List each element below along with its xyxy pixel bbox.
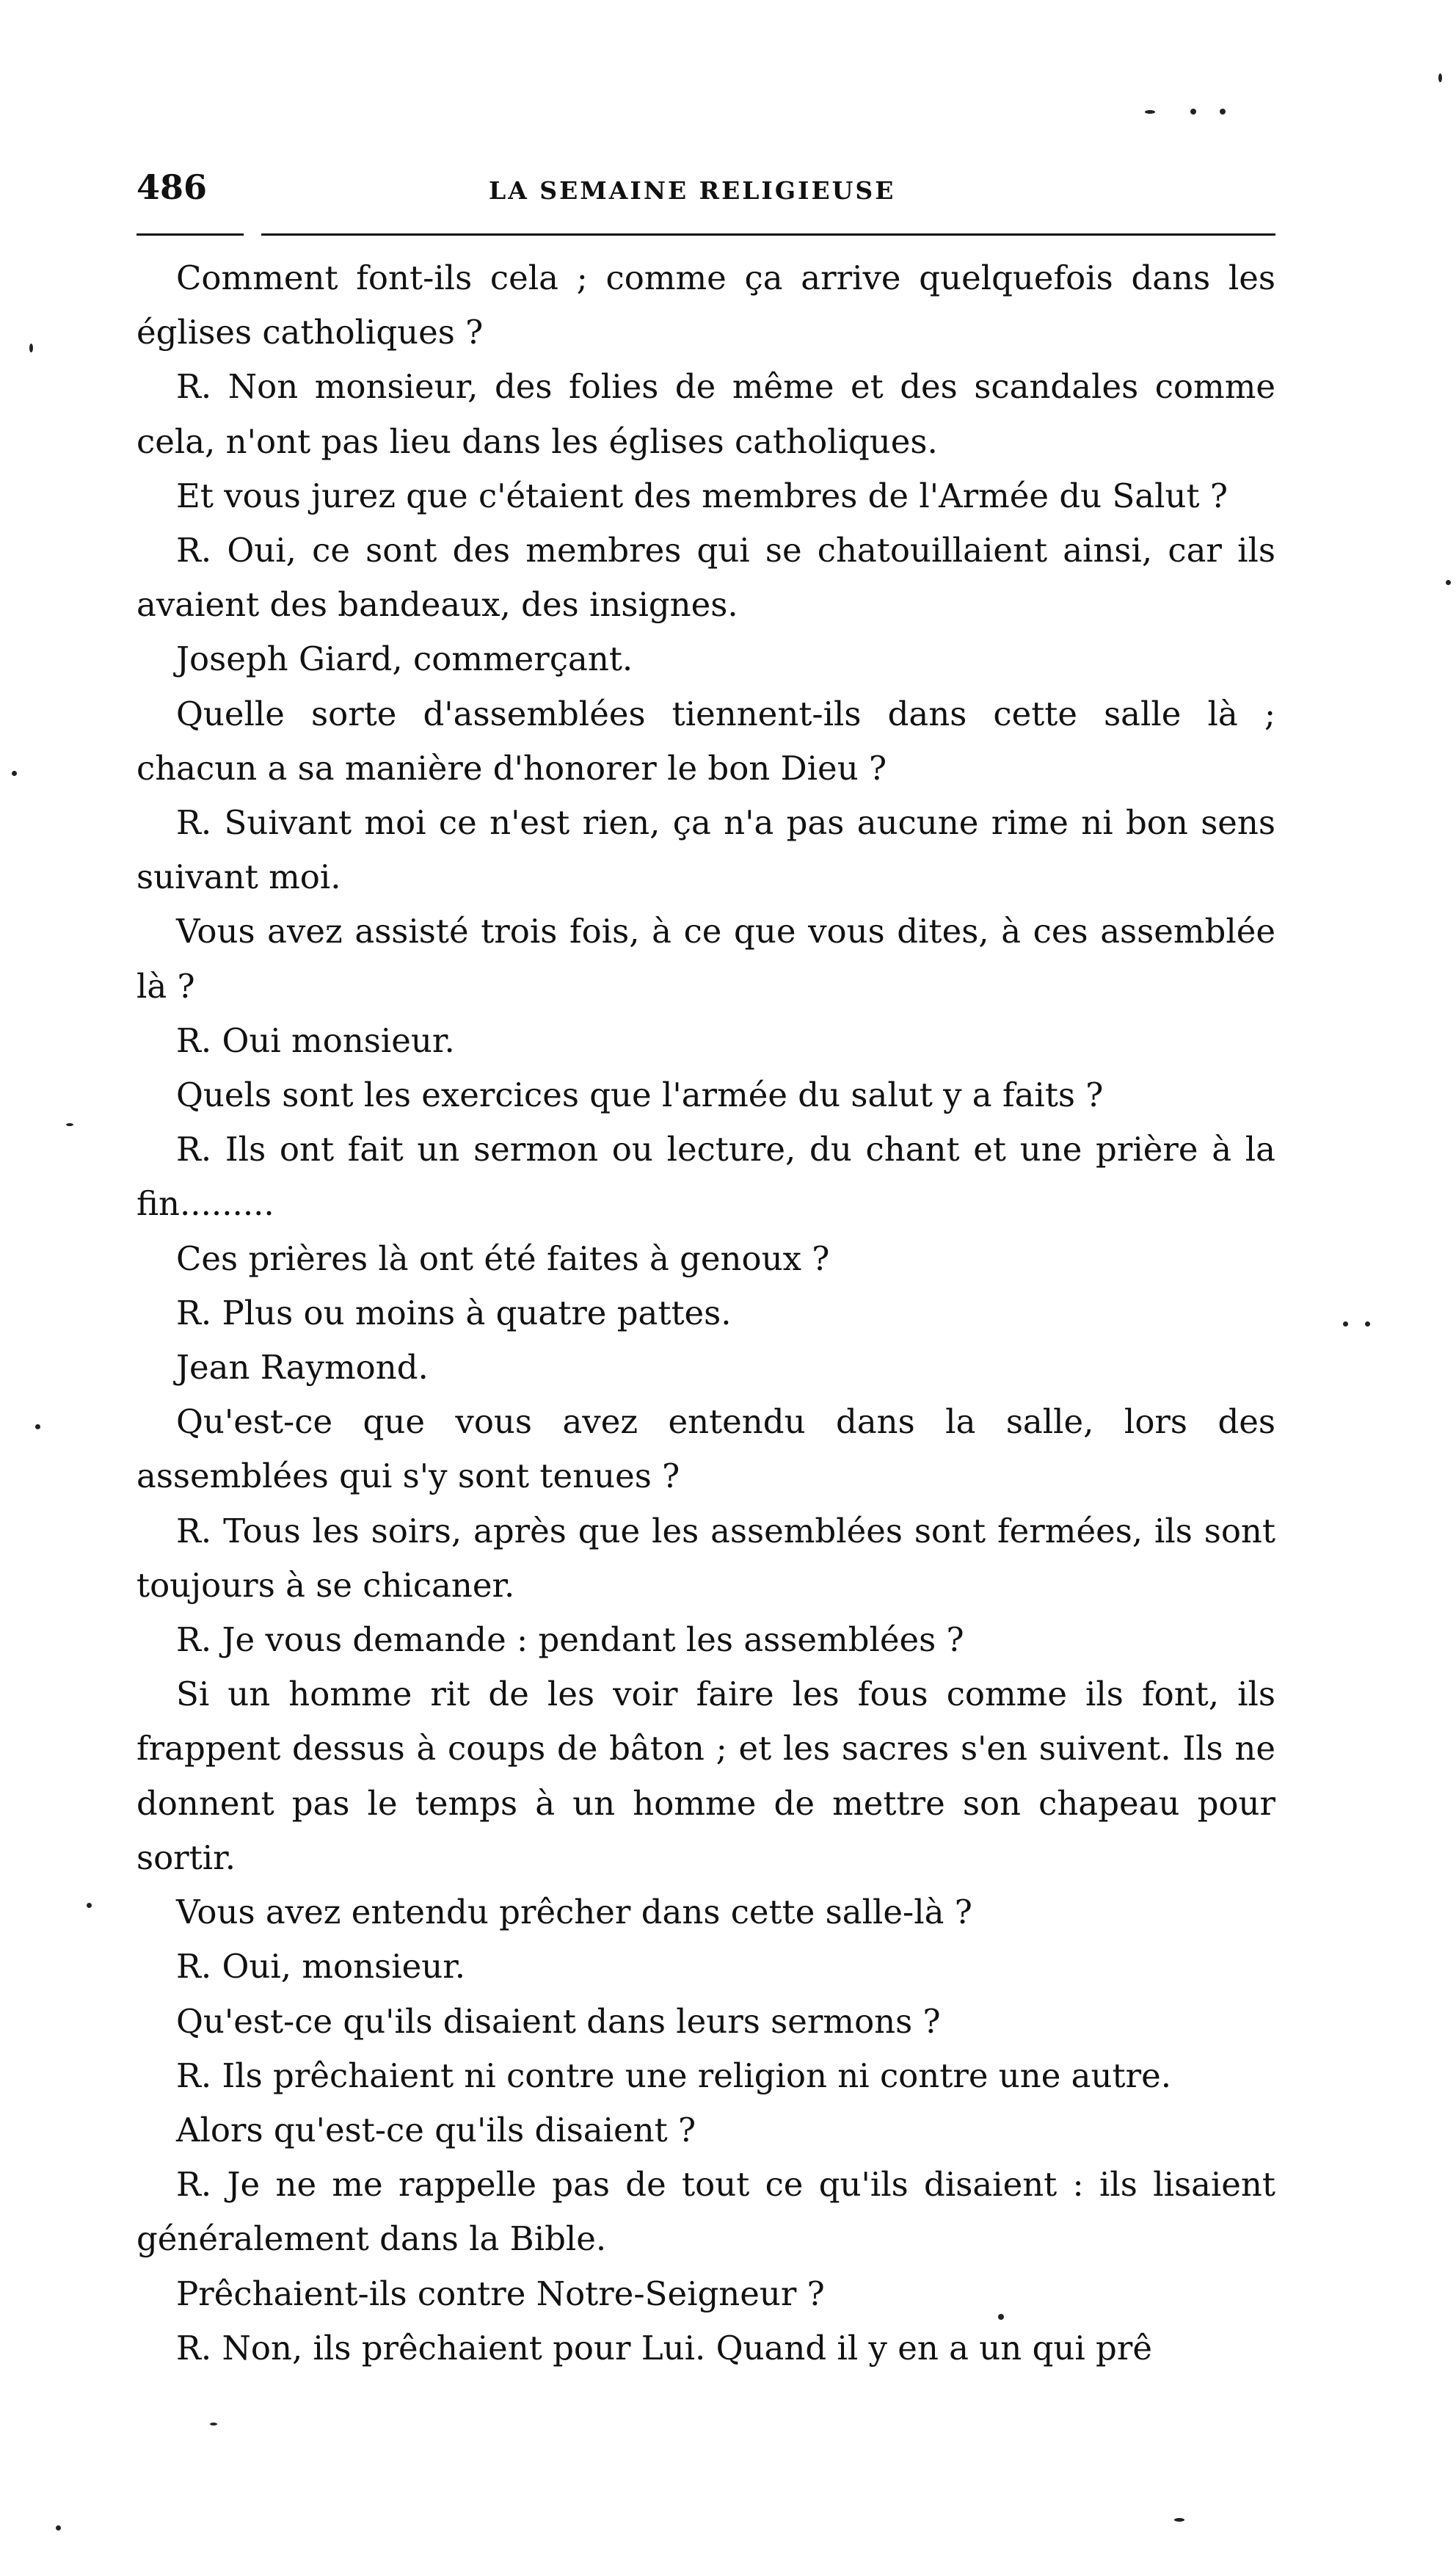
scan-speck [87, 1903, 92, 1908]
header-rule-right [261, 233, 1275, 236]
scan-speck [66, 1123, 73, 1126]
paragraph: R. Suivant moi ce n'est rien, ça n'a pas aucune rime ni bon sens suivant moi. [136, 803, 1275, 897]
paragraph: Si un homme rit de les voir faire les fous comme ils font, ils frappent dessus à coups de bâton ; et les sacres s'en suivent. Ils ne donnent pas le temps à un homme de mettre son chapeau pour sortir. [136, 1675, 1275, 1877]
paragraph: R. Non, ils prêchaient pour Lui. Quand il y en a un qui prê [176, 2328, 1153, 2368]
scan-speck [35, 1424, 40, 1429]
scan-speck [1145, 110, 1155, 114]
paragraph: R. Oui, monsieur. [176, 1947, 466, 1987]
paragraph: Alors qu'est-ce qu'ils disaient ? [176, 2110, 696, 2149]
scan-speck [1365, 1321, 1370, 1327]
scan-speck [1174, 2518, 1184, 2522]
paragraph: Quels sont les exercices que l'armée du salut y a faits ? [176, 1075, 1104, 1115]
paragraph: R. Ils ont fait un sermon ou lecture, du chant et une prière à la fin......... [136, 1130, 1275, 1224]
paragraph: R. Plus ou moins à quatre pattes. [176, 1293, 732, 1332]
paragraph: Prêchaient-ils contre Notre-Seigneur ? [176, 2274, 825, 2313]
paragraph: R. Je vous demande : pendant les assemblées ? [176, 1620, 964, 1660]
paragraph: Jean Raymond. [176, 1348, 429, 1387]
scan-speck [1220, 109, 1226, 115]
scan-speck [1343, 1321, 1348, 1327]
scan-speck [1190, 109, 1196, 115]
paragraph: R. Ils prêchaient ni contre une religion ni contre une autre. [176, 2056, 1172, 2095]
paragraph: Vous avez entendu prêcher dans cette salle-là ? [176, 1893, 972, 1932]
paragraph: Comment font-ils cela ; comme ça arrive quelquefois dans les églises catholiques ? [136, 258, 1275, 352]
paragraph: R. Oui monsieur. [176, 1020, 455, 1060]
body-text [136, 251, 1275, 2376]
paragraph: Qu'est-ce que vous avez entendu dans la salle, lors des assemblées qui s'y sont tenues ? [136, 1402, 1275, 1496]
page-number: 486 [136, 167, 208, 207]
scan-speck [1446, 580, 1451, 585]
scan-speck [29, 344, 33, 352]
scan-speck [12, 771, 17, 776]
paragraph: R. Tous les soirs, après que les assemblées sont fermées, ils sont toujours à se chicaner. [136, 1511, 1275, 1605]
paragraph: Qu'est-ce qu'ils disaient dans leurs sermons ? [176, 2001, 941, 2041]
scan-speck [210, 2423, 217, 2426]
paragraph: R. Oui, ce sont des membres qui se chatouillaient ainsi, car ils avaient des bandeaux, des insignes. [136, 531, 1275, 625]
paragraph: Vous avez assisté trois fois, à ce que vous dites, à ces assemblée là ? [136, 912, 1275, 1006]
scan-speck [998, 2314, 1004, 2320]
scan-speck [56, 2525, 61, 2530]
paragraph: R. Je ne me rappelle pas de tout ce qu'ils disaient : ils lisaient généralement dans la Bible. [136, 2165, 1275, 2259]
paragraph: Quelle sorte d'assemblées tiennent-ils dans cette salle là ; chacun a sa manière d'honorer le bon Dieu ? [136, 694, 1275, 788]
paragraph: Et vous jurez que c'étaient des membres de l'Armée du Salut ? [176, 476, 1228, 515]
scan-speck [1438, 73, 1442, 82]
running-title: LA SEMAINE RELIGIEUSE [489, 176, 896, 205]
paragraph: R. Non monsieur, des folies de même et des scandales comme cela, n'ont pas lieu dans les églises catholiques. [136, 367, 1275, 461]
header-rule-left [136, 233, 244, 236]
page-header [136, 167, 1275, 211]
paragraph: Ces prières là ont été faites à genoux ? [176, 1238, 830, 1278]
paragraph: Joseph Giard, commerçant. [176, 639, 633, 679]
